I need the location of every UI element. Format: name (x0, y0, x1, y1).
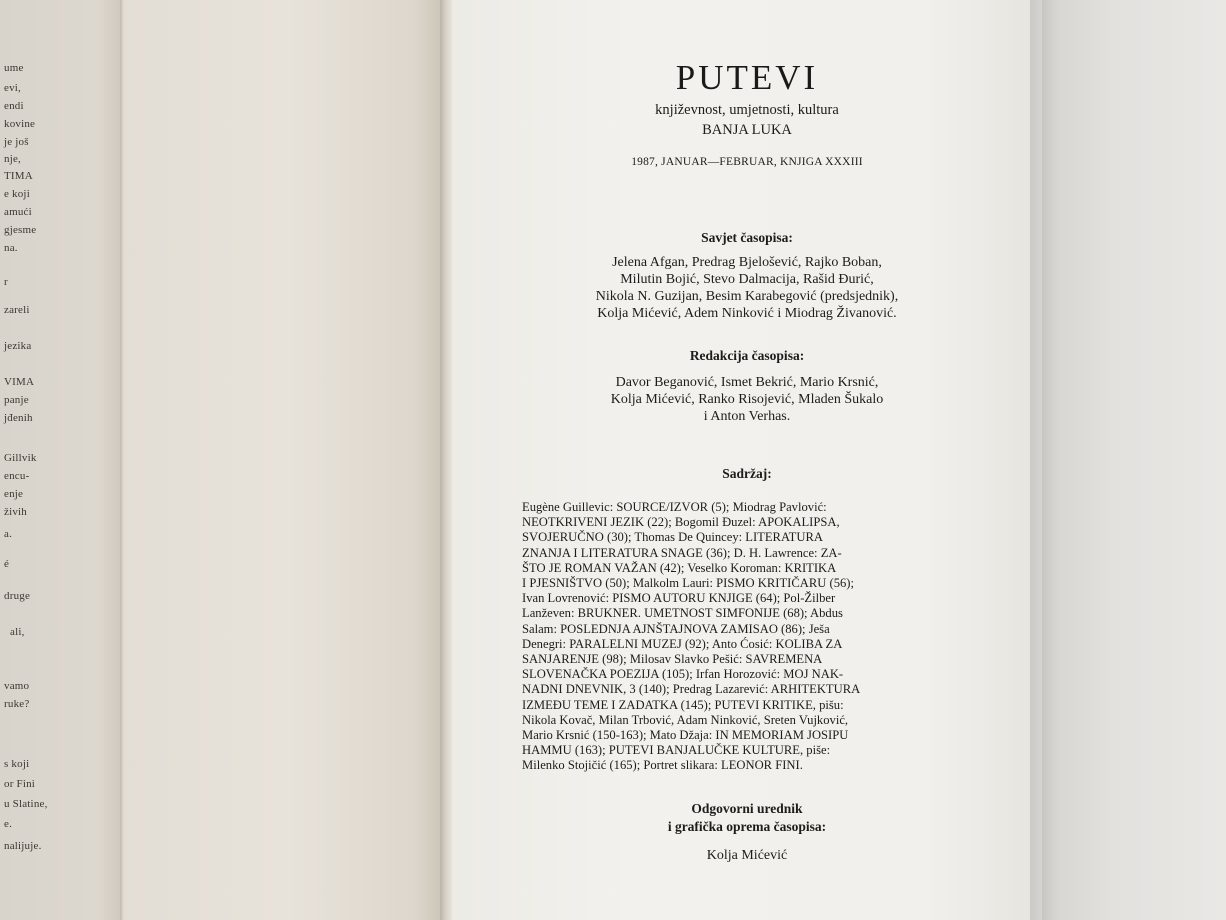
contents-line: I PJESNIŠTVO (50); Malkolm Lauri: PISMO KRITIČARU (56); (522, 576, 854, 591)
journal-title: PUTEVI (675, 58, 819, 97)
edge-fragment: ali, (10, 626, 25, 638)
editorial-heading: Redakcija časopisa: (689, 348, 805, 363)
council-members (452, 254, 1042, 322)
contents-line: HAMMU (163); PUTEVI BANJALUČKE KULTURE, piše: (522, 743, 831, 758)
edge-fragment: s koji (4, 758, 30, 770)
edge-fragment: a. (4, 528, 13, 540)
edge-fragment: é (4, 558, 10, 570)
contents-line: SANJARENJE (98); Milosav Slavko Pešić: SAVREMENA (522, 652, 823, 667)
contents-line: ZNANJA I LITERATURA SNAGE (36); D. H. Lawrence: ZA- (522, 545, 842, 560)
edge-fragment: na. (4, 242, 18, 254)
edge-fragment: amući (4, 206, 32, 218)
edge-fragment: endi (4, 100, 24, 112)
contents-line: Eugène Guillevic: SOURCE/IZVOR (5); Miodrag Pavlović: (522, 500, 827, 514)
edge-fragment: nalijuje. (4, 840, 42, 852)
edge-fragment: r (4, 276, 8, 288)
contents-line: NADNI DNEVNIK, 3 (140); Predrag Lazarević: ARHITEKTURA (522, 682, 861, 697)
edge-fragment: živih (4, 506, 27, 518)
edge-fragment: ruke? (4, 698, 30, 710)
council-line: Nikola N. Guzijan, Besim Karabegović (predsjednik), (595, 289, 899, 304)
edge-fragment: VIMA (4, 376, 35, 388)
edge-fragment: druge (4, 590, 31, 602)
edge-fragment: encu- (4, 470, 30, 482)
editor-heading-line: i grafička oprema časopisa: (667, 819, 827, 834)
contents-line: Salam: POSLEDNJA AJNŠTAJNOVA ZAMISAO (86); Ješa (522, 621, 830, 636)
edge-fragment: Gillvik (4, 452, 37, 464)
editor-heading (452, 800, 1042, 836)
previous-page-edge (0, 0, 122, 920)
edge-fragment: e koji (4, 188, 30, 200)
edge-fragment: zareli (4, 304, 30, 316)
edge-fragment: evi, (4, 82, 21, 94)
editorial-members (452, 374, 1042, 425)
edge-fragment: je još (4, 136, 29, 148)
contents-line: ŠTO JE ROMAN VAŽAN (42); Veselko Koroman: KRITIKA (522, 560, 837, 575)
edge-fragment: e. (4, 818, 13, 830)
edge-fragment: jezika (4, 340, 32, 352)
table-surface (1040, 0, 1226, 920)
contents-line: Denegri: PARALELNI MUZEJ (92); Anto Ćosić: KOLIBA ZA (522, 636, 843, 651)
editor-name: Kolja Mićević (706, 848, 788, 863)
edge-fragment: TIMA (4, 170, 33, 182)
edge-fragment: enje (4, 488, 24, 500)
journal-city: BANJA LUKA (702, 122, 792, 138)
council-line: Jelena Afgan, Predrag Bjelošević, Rajko Boban, (612, 255, 882, 270)
contents-line: SVOJERUČNO (30); Thomas De Quincey: LITERATURA (522, 530, 823, 545)
editor-heading-line: Odgovorni urednik (691, 801, 803, 816)
edge-fragment: ume (4, 62, 24, 74)
edge-fragment: or Fini (4, 778, 36, 790)
page-edge-shadow (1030, 0, 1058, 920)
edge-fragment: panje (4, 394, 29, 406)
left-page (124, 0, 446, 920)
contents-line: IZMEĐU TEME I ZADATKA (145); PUTEVI KRITIKE, pišu: (522, 697, 844, 712)
council-line: Kolja Mićević, Adem Ninković i Miodrag Živanović. (597, 306, 897, 321)
council-line: Milutin Bojić, Stevo Dalmacija, Rašid Đurić, (620, 272, 874, 287)
issue-line: 1987, JANUAR—FEBRUAR, KNJIGA XXXIII (631, 156, 863, 168)
contents-line: NEOTKRIVENI JEZIK (22); Bogomil Đuzel: APOKALIPSA, (522, 515, 840, 530)
edge-fragment: kovine (4, 118, 36, 130)
contents-line: Milenko Stojičić (165); Portret slikara: LEONOR FINI. (522, 758, 803, 773)
journal-subtitle: književnost, umjetnosti, kultura (655, 102, 839, 118)
contents-line: SLOVENAČKA POEZIJA (105); Irfan Horozović: MOJ NAK- (522, 667, 844, 682)
contents-heading: Sadržaj: (722, 466, 772, 481)
edge-fragment: vamo (4, 680, 30, 692)
contents-line: Ivan Lovrenović: PISMO AUTORU KNJIGE (64); Pol-Žilber (522, 591, 836, 606)
editorial-line: Davor Beganović, Ismet Bekrić, Mario Krsnić, (615, 375, 879, 390)
edge-fragment: nje, (4, 153, 21, 165)
title-page (452, 0, 1042, 920)
contents-list (522, 500, 952, 774)
contents-line: Mario Krsnić (150-163); Mato Džaja: IN MEMORIAM JOSIPU (522, 728, 849, 743)
edge-fragment: jđenih (4, 412, 33, 424)
edge-fragment: u Slatine, (4, 798, 48, 810)
contents-line: Nikola Kovač, Milan Trbović, Adam Ninković, Sreten Vujković, (522, 712, 849, 727)
editorial-line: i Anton Verhas. (703, 409, 791, 424)
contents-line: Lanževen: BRUKNER. UMETNOST SIMFONIJE (68); Abdus (522, 606, 843, 621)
edge-fragment: gjesme (4, 224, 37, 236)
council-heading: Savjet časopisa: (701, 230, 793, 245)
editorial-line: Kolja Mićević, Ranko Risojević, Mladen Šukalo (610, 392, 884, 407)
